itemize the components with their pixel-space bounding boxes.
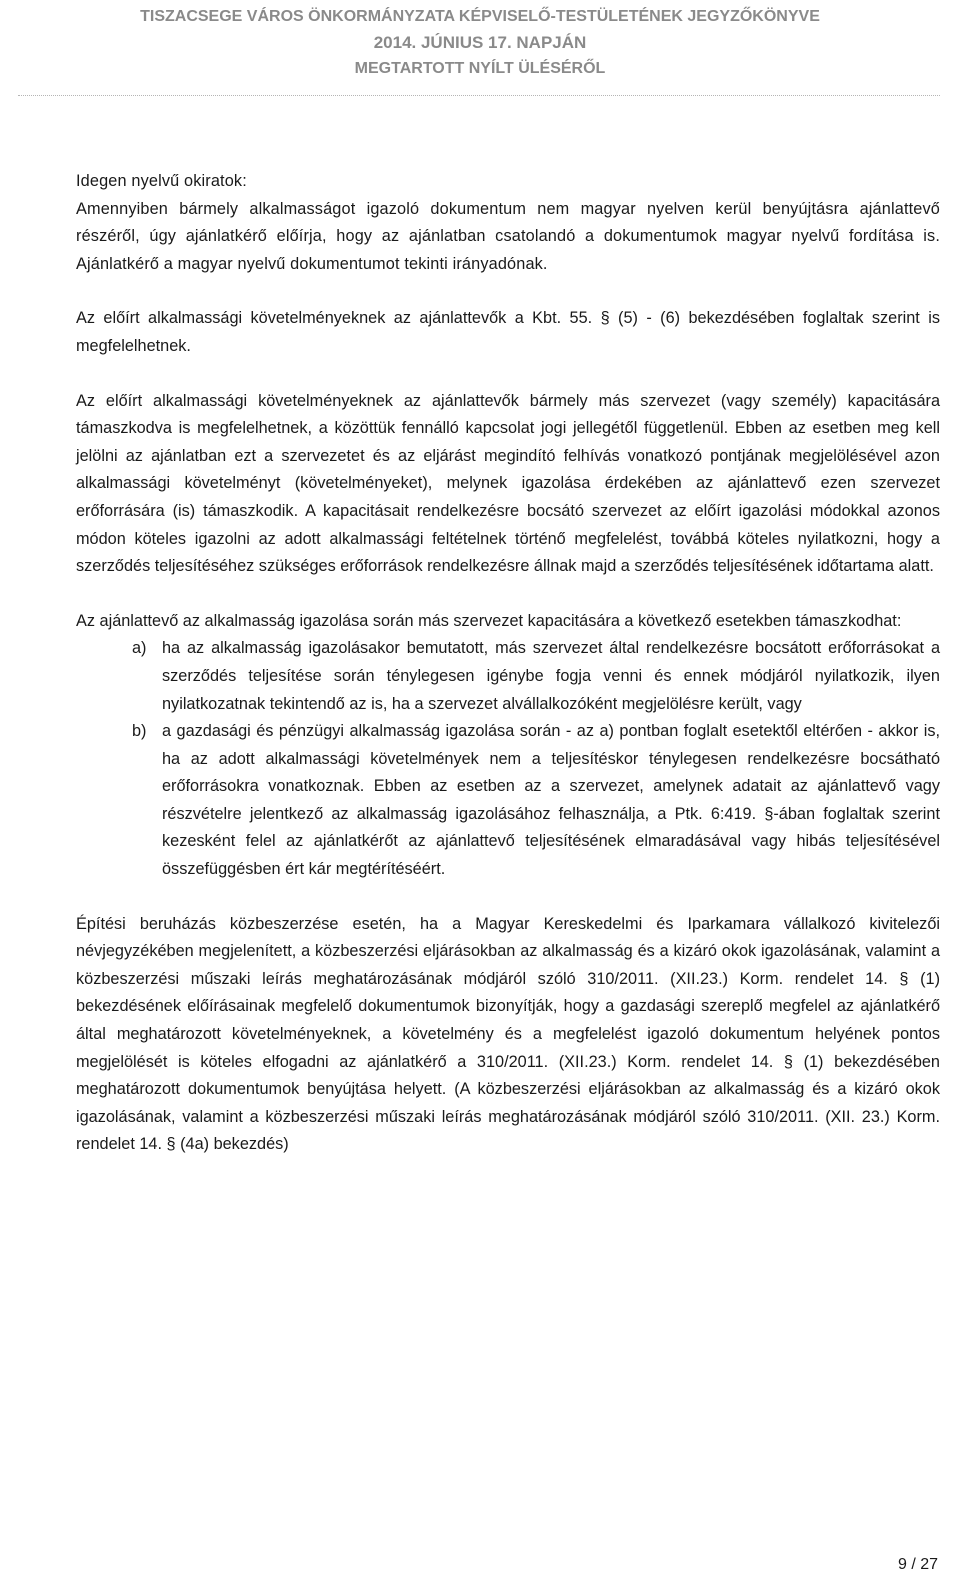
- cases-intro-paragraph: Az ajánlattevő az alkalmasság igazolása során más szervezet kapacitására a következő esetekben támaszkodhat:: [76, 611, 902, 630]
- page-number: 9 / 27: [897, 1556, 938, 1573]
- list-item: [132, 635, 940, 718]
- foreign-documents-heading: Idegen nyelvű okiratok:: [76, 172, 247, 190]
- paragraph-spacer: [76, 361, 940, 388]
- paragraph-spacer: [76, 278, 940, 305]
- capacity-paragraph: Az előírt alkalmassági követelményeknek az ajánlattevők bármely más szervezet (vagy személy) kapacitására támaszkodva is megfelelhetnek, a közöttük fennálló kapcsolat jogi jellegétől függetlenül. Ebben az esetben meg kell jelölni az ajánlatban ezt a szervezetet és az eljárást megindító felhívás vonatkozó pontjának megjelölésével azon alkalmassági követelményt (követelményeket), melynek igazolása érdekében az ajánlattevő ezen szervezet erőforrására (is) támaszkodik. A kapacitásait rendelkezésre bocsátó szervezet az előírt igazolási módokkal azonos módon köteles igazolni az adott alkalmassági feltételnek történő megfelelést, továbbá köteles nyilatkozni, hogy a szerződés teljesítéséhez szükséges erőforrások rendelkezésre állnak majd a szerződés teljesítésének időtartama alatt.: [76, 391, 940, 576]
- paragraph-spacer: [76, 581, 940, 608]
- list-item-text: a gazdasági és pénzügyi alkalmasság igazolása során - az a) pontban foglalt esetektől eltérően - akkor is, ha az adott alkalmassági követelmények nem a teljesítéskor ténylegesen rendelkezésre bocsátható erőforrásokra vonatkoznak. Ebben az esetben az a szervezet, amelynek adatait az ajánlattevő vagy részvételre jelentkező az alkalmasság igazolásához felhasználja, a Ptk. 6:419. §-ában foglaltak szerint kezesként felel az ajánlatkérőt az ajánlattevő teljesítésének elmaradásával vagy hibás teljesítésével összefüggésben ért kár megtérítéséért.: [162, 722, 940, 879]
- paragraph-spacer: [76, 884, 940, 911]
- list-marker: a): [132, 639, 147, 658]
- list-marker: b): [132, 722, 147, 741]
- header-subtitle: MEGTARTOTT NYÍLT ÜLÉSÉRŐL: [354, 60, 606, 77]
- list-item: [132, 718, 940, 884]
- header-date: 2014. JÚNIUS 17. NAPJÁN: [373, 33, 587, 52]
- header-divider: [18, 95, 940, 96]
- cases-list: [76, 635, 940, 883]
- header-title: TISZACSEGE VÁROS ÖNKORMÁNYZATA KÉPVISELŐ-TESTÜLETÉNEK JEGYZŐKÖNYVE: [140, 8, 820, 25]
- construction-procurement-paragraph: Építési beruházás közbeszerzése esetén, ha a Magyar Kereskedelmi és Iparkamara vállalkozó kivitelezői névjegyzékében megjelenített, a közbeszerzési eljárásokban az alkalmasság és a kizáró okok igazolásának, valamint a közbeszerzési műszaki leírás meghatározásának módjáról szóló 310/2011. (XII.23.) Korm. rendelet 14. § (1) bekezdésének előírásainak megfelelő dokumentumok bizonyítják, hogy a gazdasági szereplő megfelel az ajánlatkérő által meghatározott követelményeknek, a követelmény és a megfelelést igazoló dokumentum helyének pontos megjelölését is köteles elfogadni az ajánlatkérő a 310/2011. (XII.23.) Korm. rendelet 14. § (1) bekezdésében meghatározott dokumentumok benyújtása helyett. (A közbeszerzési eljárásokban az alkalmasság és a kizáró okok igazolásának, valamint a közbeszerzési műszaki leírás meghatározásának módjáról szóló 310/2011. (XII. 23.) Korm. rendelet 14. § (4a) bekezdés): [76, 914, 940, 1154]
- list-item-text: ha az alkalmasság igazolásakor bemutatott, más szervezet által rendelkezésre bocsátott erőforrásokat a szerződés teljesítése során ténylegesen igénybe fogja venni és ennek módjáról nyilatkozik, ilyen nyilatkozatnak tekintendő az is, ha a szervezet alvállalkozóként megjelölésre került, vagy: [162, 639, 940, 713]
- document-header: [0, 4, 960, 82]
- foreign-documents-paragraph: Amennyiben bármely alkalmasságot igazoló dokumentum nem magyar nyelven kerül benyújtásra ajánlattevő részéről, úgy ajánlatkérő előírja, hogy az ajánlatban csatolandó a dokumentumok magyar nyelvű fordítása is. Ajánlatkérő a magyar nyelvű dokumentumot tekinti irányadónak.: [76, 199, 940, 273]
- document-body: [76, 168, 940, 1159]
- kbt-reference-paragraph: Az előírt alkalmassági követelményeknek az ajánlattevők a Kbt. 55. § (5) - (6) bekezdésében foglaltak szerint is megfelelhetnek.: [76, 309, 940, 355]
